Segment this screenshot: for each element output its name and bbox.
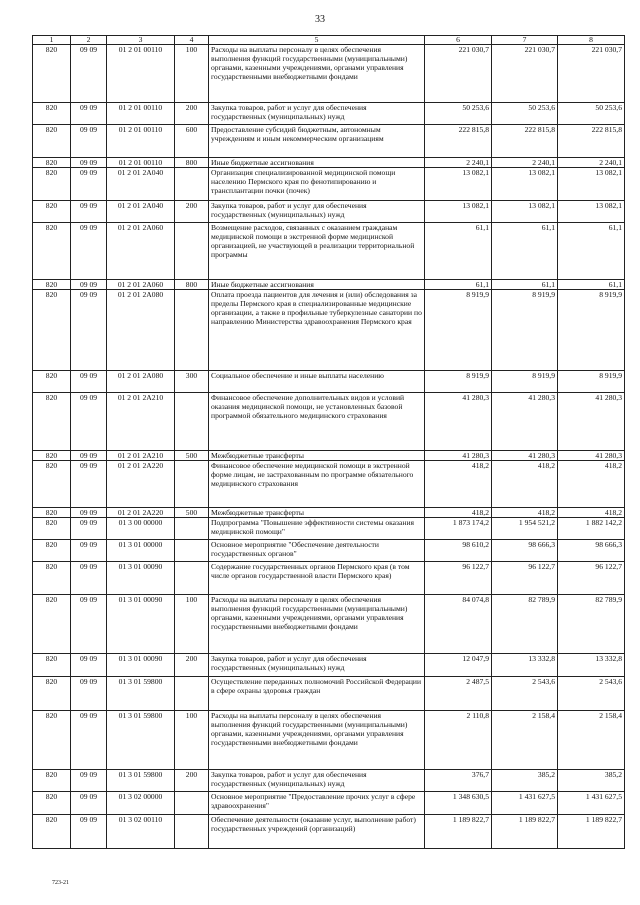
expense-name-cell: Организация специализированной медицинской помощи населению Пермского края по фенотипированию и трансплантации почки (почек) <box>209 168 425 201</box>
expense-name-cell: Закупка товаров, работ и услуг для обеспечения государственных (муниципальных) нужд <box>209 654 425 677</box>
footer-code: 723-21 <box>52 880 69 886</box>
amount-cell-col8: 8 919,9 <box>558 371 625 393</box>
section-code-cell: 09 09 <box>71 223 107 280</box>
amount-cell-col7: 41 280,3 <box>492 451 558 461</box>
expense-name-cell: Расходы на выплаты персоналу в целях обеспечения выполнения функций государственными (муниципальными) органами, казенными учреждениями, органами управления государственными внебюджетными фондами <box>209 45 425 103</box>
expense-type-cell <box>175 223 209 280</box>
amount-cell-col7: 61,1 <box>492 223 558 280</box>
expense-type-cell: 100 <box>175 45 209 103</box>
expense-name-cell: Иные бюджетные ассигнования <box>209 280 425 290</box>
target-article-cell: 01 3 02 00110 <box>107 815 175 849</box>
amount-cell-col8: 82 789,9 <box>558 595 625 654</box>
table-row <box>33 201 625 223</box>
expense-name-cell: Подпрограмма "Повышение эффективности системы оказания медицинской помощи" <box>209 518 425 540</box>
expense-name-cell: Межбюджетные трансферты <box>209 508 425 518</box>
expense-name-cell: Закупка товаров, работ и услуг для обеспечения государственных (муниципальных) нужд <box>209 201 425 223</box>
table-row <box>33 508 625 518</box>
table-row <box>33 158 625 168</box>
expense-name-cell: Предоставление субсидий бюджетным, автономным учреждениям и иным некоммерческим организациям <box>209 125 425 158</box>
admin-code-cell: 820 <box>33 125 71 158</box>
section-code-cell: 09 09 <box>71 595 107 654</box>
target-article-cell: 01 2 01 2А060 <box>107 280 175 290</box>
amount-cell-col6: 50 253,6 <box>425 103 492 125</box>
admin-code-cell: 820 <box>33 540 71 562</box>
target-article-cell: 01 3 00 00000 <box>107 518 175 540</box>
amount-cell-col7: 61,1 <box>492 280 558 290</box>
target-article-cell: 01 2 01 2А040 <box>107 168 175 201</box>
admin-code-cell: 820 <box>33 201 71 223</box>
admin-code-cell: 820 <box>33 168 71 201</box>
expense-name-cell: Финансовое обеспечение дополнительных видов и условий оказания медицинской помощи, не установленных базовой программой обязательного медицинского страхования <box>209 393 425 451</box>
section-code-cell: 09 09 <box>71 290 107 371</box>
table-row <box>33 45 625 103</box>
section-code-cell: 09 09 <box>71 201 107 223</box>
table-row <box>33 815 625 849</box>
amount-cell-col7: 96 122,7 <box>492 562 558 595</box>
target-article-cell: 01 2 01 2А210 <box>107 451 175 461</box>
target-article-cell: 01 2 01 00110 <box>107 125 175 158</box>
amount-cell-col7: 2 158,4 <box>492 711 558 770</box>
admin-code-cell: 820 <box>33 770 71 792</box>
target-article-cell: 01 3 01 59800 <box>107 711 175 770</box>
amount-cell-col8: 2 543,6 <box>558 677 625 711</box>
table-row <box>33 461 625 508</box>
table-row <box>33 168 625 201</box>
table-row <box>33 290 625 371</box>
expense-type-cell: 100 <box>175 711 209 770</box>
section-code-cell: 09 09 <box>71 770 107 792</box>
admin-code-cell: 820 <box>33 158 71 168</box>
amount-cell-col8: 98 666,3 <box>558 540 625 562</box>
admin-code-cell: 820 <box>33 45 71 103</box>
amount-cell-col7: 8 919,9 <box>492 290 558 371</box>
expense-name-cell: Содержание государственных органов Пермского края (в том числе органов государственной власти Пермского края) <box>209 562 425 595</box>
amount-cell-col7: 41 280,3 <box>492 393 558 451</box>
expense-name-cell: Возмещение расходов, связанных с оказанием гражданам медицинской помощи в экстренной форме медицинской организацией, не участвующей в реализации территориальной программы <box>209 223 425 280</box>
expense-type-cell: 500 <box>175 508 209 518</box>
table-row <box>33 654 625 677</box>
admin-code-cell: 820 <box>33 562 71 595</box>
admin-code-cell: 820 <box>33 461 71 508</box>
amount-cell-col6: 98 610,2 <box>425 540 492 562</box>
expense-type-cell <box>175 290 209 371</box>
target-article-cell: 01 2 01 00110 <box>107 45 175 103</box>
target-article-cell: 01 3 01 59800 <box>107 677 175 711</box>
amount-cell-col8: 61,1 <box>558 223 625 280</box>
target-article-cell: 01 2 01 00110 <box>107 103 175 125</box>
target-article-cell: 01 3 01 00090 <box>107 595 175 654</box>
amount-cell-col7: 1 431 627,5 <box>492 792 558 815</box>
expense-type-cell <box>175 168 209 201</box>
amount-cell-col8: 1 882 142,2 <box>558 518 625 540</box>
expense-name-cell: Иные бюджетные ассигнования <box>209 158 425 168</box>
admin-code-cell: 820 <box>33 654 71 677</box>
amount-cell-col8: 222 815,8 <box>558 125 625 158</box>
admin-code-cell: 820 <box>33 371 71 393</box>
expense-name-cell: Оплата проезда пациентов для лечения и (или) обследования за пределы Пермского края в специализированные медицинские организации, а также в профильные туберкулезные санатории по направлению Министерства здравоохранения Пермского края <box>209 290 425 371</box>
amount-cell-col7: 13 082,1 <box>492 201 558 223</box>
section-code-cell: 09 09 <box>71 815 107 849</box>
expense-type-cell <box>175 518 209 540</box>
amount-cell-col6: 12 047,9 <box>425 654 492 677</box>
table-row <box>33 677 625 711</box>
amount-cell-col6: 2 110,8 <box>425 711 492 770</box>
section-code-cell: 09 09 <box>71 540 107 562</box>
table-row <box>33 562 625 595</box>
amount-cell-col8: 418,2 <box>558 508 625 518</box>
header-row <box>33 36 625 45</box>
expense-name-cell: Расходы на выплаты персоналу в целях обеспечения выполнения функций государственными (муниципальными) органами, казенными учреждениями, органами управления государственными внебюджетными фондами <box>209 711 425 770</box>
expense-name-cell: Межбюджетные трансферты <box>209 451 425 461</box>
amount-cell-col8: 1 431 627,5 <box>558 792 625 815</box>
amount-cell-col7: 1 954 521,2 <box>492 518 558 540</box>
amount-cell-col8: 385,2 <box>558 770 625 792</box>
target-article-cell: 01 2 01 2А040 <box>107 201 175 223</box>
amount-cell-col8: 41 280,3 <box>558 393 625 451</box>
amount-cell-col7: 222 815,8 <box>492 125 558 158</box>
amount-cell-col6: 41 280,3 <box>425 451 492 461</box>
amount-cell-col8: 1 189 822,7 <box>558 815 625 849</box>
amount-cell-col6: 222 815,8 <box>425 125 492 158</box>
expense-name-cell: Основное мероприятие "Предоставление прочих услуг в сфере здравоохранения" <box>209 792 425 815</box>
amount-cell-col6: 13 082,1 <box>425 168 492 201</box>
amount-cell-col6: 2 240,1 <box>425 158 492 168</box>
table-row <box>33 371 625 393</box>
amount-cell-col7: 2 240,1 <box>492 158 558 168</box>
amount-cell-col6: 61,1 <box>425 280 492 290</box>
column-header: 5 <box>209 36 425 45</box>
target-article-cell: 01 2 01 2А060 <box>107 223 175 280</box>
admin-code-cell: 820 <box>33 393 71 451</box>
expense-type-cell: 600 <box>175 125 209 158</box>
amount-cell-col6: 2 487,5 <box>425 677 492 711</box>
column-header: 7 <box>492 36 558 45</box>
admin-code-cell: 820 <box>33 451 71 461</box>
amount-cell-col7: 82 789,9 <box>492 595 558 654</box>
amount-cell-col7: 418,2 <box>492 461 558 508</box>
section-code-cell: 09 09 <box>71 158 107 168</box>
expense-type-cell <box>175 792 209 815</box>
amount-cell-col6: 13 082,1 <box>425 201 492 223</box>
table-row <box>33 540 625 562</box>
section-code-cell: 09 09 <box>71 168 107 201</box>
section-code-cell: 09 09 <box>71 125 107 158</box>
expense-type-cell: 500 <box>175 451 209 461</box>
amount-cell-col6: 84 074,8 <box>425 595 492 654</box>
table-row <box>33 451 625 461</box>
table-body <box>33 45 625 849</box>
amount-cell-col6: 61,1 <box>425 223 492 280</box>
section-code-cell: 09 09 <box>71 792 107 815</box>
expense-type-cell <box>175 461 209 508</box>
amount-cell-col7: 2 543,6 <box>492 677 558 711</box>
expense-name-cell: Социальное обеспечение и иные выплаты населению <box>209 371 425 393</box>
amount-cell-col6: 8 919,9 <box>425 371 492 393</box>
amount-cell-col7: 8 919,9 <box>492 371 558 393</box>
column-header: 1 <box>33 36 71 45</box>
expense-type-cell: 200 <box>175 770 209 792</box>
expense-type-cell <box>175 815 209 849</box>
expense-type-cell: 800 <box>175 158 209 168</box>
expense-name-cell: Финансовое обеспечение медицинской помощи в экстренной форме лицам, не застрахованным по программе обязательного медицинского страхования <box>209 461 425 508</box>
expense-name-cell: Основное мероприятие "Обеспечение деятельности государственных органов" <box>209 540 425 562</box>
amount-cell-col8: 96 122,7 <box>558 562 625 595</box>
amount-cell-col8: 2 240,1 <box>558 158 625 168</box>
target-article-cell: 01 2 01 2А220 <box>107 508 175 518</box>
amount-cell-col7: 98 666,3 <box>492 540 558 562</box>
section-code-cell: 09 09 <box>71 393 107 451</box>
section-code-cell: 09 09 <box>71 562 107 595</box>
amount-cell-col8: 418,2 <box>558 461 625 508</box>
expense-type-cell <box>175 677 209 711</box>
amount-cell-col6: 1 348 630,5 <box>425 792 492 815</box>
amount-cell-col8: 50 253,6 <box>558 103 625 125</box>
column-header: 2 <box>71 36 107 45</box>
amount-cell-col8: 13 332,8 <box>558 654 625 677</box>
target-article-cell: 01 3 01 00090 <box>107 654 175 677</box>
expense-name-cell: Закупка товаров, работ и услуг для обеспечения государственных (муниципальных) нужд <box>209 770 425 792</box>
amount-cell-col6: 221 030,7 <box>425 45 492 103</box>
expense-type-cell: 800 <box>175 280 209 290</box>
table-row <box>33 518 625 540</box>
target-article-cell: 01 3 01 59800 <box>107 770 175 792</box>
expense-name-cell: Осуществление переданных полномочий Российской Федерации в сфере охраны здоровья граждан <box>209 677 425 711</box>
admin-code-cell: 820 <box>33 280 71 290</box>
section-code-cell: 09 09 <box>71 711 107 770</box>
section-code-cell: 09 09 <box>71 280 107 290</box>
section-code-cell: 09 09 <box>71 103 107 125</box>
expense-type-cell <box>175 540 209 562</box>
amount-cell-col7: 13 332,8 <box>492 654 558 677</box>
section-code-cell: 09 09 <box>71 461 107 508</box>
target-article-cell: 01 2 01 2А210 <box>107 393 175 451</box>
admin-code-cell: 820 <box>33 711 71 770</box>
target-article-cell: 01 2 01 00110 <box>107 158 175 168</box>
amount-cell-col8: 13 082,1 <box>558 201 625 223</box>
expense-type-cell: 200 <box>175 654 209 677</box>
target-article-cell: 01 2 01 2А080 <box>107 290 175 371</box>
column-header: 8 <box>558 36 625 45</box>
table-row <box>33 393 625 451</box>
table-row <box>33 280 625 290</box>
admin-code-cell: 820 <box>33 595 71 654</box>
expense-type-cell: 200 <box>175 103 209 125</box>
amount-cell-col7: 418,2 <box>492 508 558 518</box>
table-row <box>33 125 625 158</box>
amount-cell-col6: 41 280,3 <box>425 393 492 451</box>
admin-code-cell: 820 <box>33 223 71 280</box>
amount-cell-col6: 96 122,7 <box>425 562 492 595</box>
expense-type-cell: 300 <box>175 371 209 393</box>
admin-code-cell: 820 <box>33 792 71 815</box>
amount-cell-col7: 13 082,1 <box>492 168 558 201</box>
table-row <box>33 103 625 125</box>
amount-cell-col6: 1 873 174,2 <box>425 518 492 540</box>
expense-name-cell: Расходы на выплаты персоналу в целях обеспечения выполнения функций государственными (муниципальными) органами, казенными учреждениями, органами управления государственными внебюджетными фондами <box>209 595 425 654</box>
column-header: 6 <box>425 36 492 45</box>
amount-cell-col6: 8 919,9 <box>425 290 492 371</box>
expense-type-cell: 200 <box>175 201 209 223</box>
target-article-cell: 01 3 01 00090 <box>107 562 175 595</box>
amount-cell-col7: 1 189 822,7 <box>492 815 558 849</box>
table-row <box>33 770 625 792</box>
section-code-cell: 09 09 <box>71 451 107 461</box>
amount-cell-col8: 8 919,9 <box>558 290 625 371</box>
admin-code-cell: 820 <box>33 290 71 371</box>
amount-cell-col7: 385,2 <box>492 770 558 792</box>
table-row <box>33 595 625 654</box>
target-article-cell: 01 3 02 00000 <box>107 792 175 815</box>
target-article-cell: 01 3 01 00000 <box>107 540 175 562</box>
amount-cell-col6: 376,7 <box>425 770 492 792</box>
admin-code-cell: 820 <box>33 103 71 125</box>
table-row <box>33 711 625 770</box>
section-code-cell: 09 09 <box>71 677 107 711</box>
section-code-cell: 09 09 <box>71 45 107 103</box>
amount-cell-col8: 221 030,7 <box>558 45 625 103</box>
section-code-cell: 09 09 <box>71 518 107 540</box>
section-code-cell: 09 09 <box>71 654 107 677</box>
amount-cell-col8: 61,1 <box>558 280 625 290</box>
target-article-cell: 01 2 01 2А220 <box>107 461 175 508</box>
section-code-cell: 09 09 <box>71 508 107 518</box>
section-code-cell: 09 09 <box>71 371 107 393</box>
amount-cell-col6: 418,2 <box>425 508 492 518</box>
table-row <box>33 792 625 815</box>
amount-cell-col8: 41 280,3 <box>558 451 625 461</box>
amount-cell-col6: 418,2 <box>425 461 492 508</box>
amount-cell-col8: 2 158,4 <box>558 711 625 770</box>
amount-cell-col8: 13 082,1 <box>558 168 625 201</box>
amount-cell-col7: 221 030,7 <box>492 45 558 103</box>
table-row <box>33 223 625 280</box>
target-article-cell: 01 2 01 2А080 <box>107 371 175 393</box>
table-header <box>33 36 625 45</box>
page-number: 33 <box>315 14 325 25</box>
expense-type-cell: 100 <box>175 595 209 654</box>
admin-code-cell: 820 <box>33 518 71 540</box>
admin-code-cell: 820 <box>33 677 71 711</box>
admin-code-cell: 820 <box>33 508 71 518</box>
expense-name-cell: Закупка товаров, работ и услуг для обеспечения государственных (муниципальных) нужд <box>209 103 425 125</box>
expense-name-cell: Обеспечение деятельности (оказание услуг, выполнение работ) государственных учреждений (организаций) <box>209 815 425 849</box>
column-header: 4 <box>175 36 209 45</box>
admin-code-cell: 820 <box>33 815 71 849</box>
column-header: 3 <box>107 36 175 45</box>
expense-type-cell <box>175 393 209 451</box>
amount-cell-col7: 50 253,6 <box>492 103 558 125</box>
amount-cell-col6: 1 189 822,7 <box>425 815 492 849</box>
expense-type-cell <box>175 562 209 595</box>
budget-table <box>32 35 625 849</box>
